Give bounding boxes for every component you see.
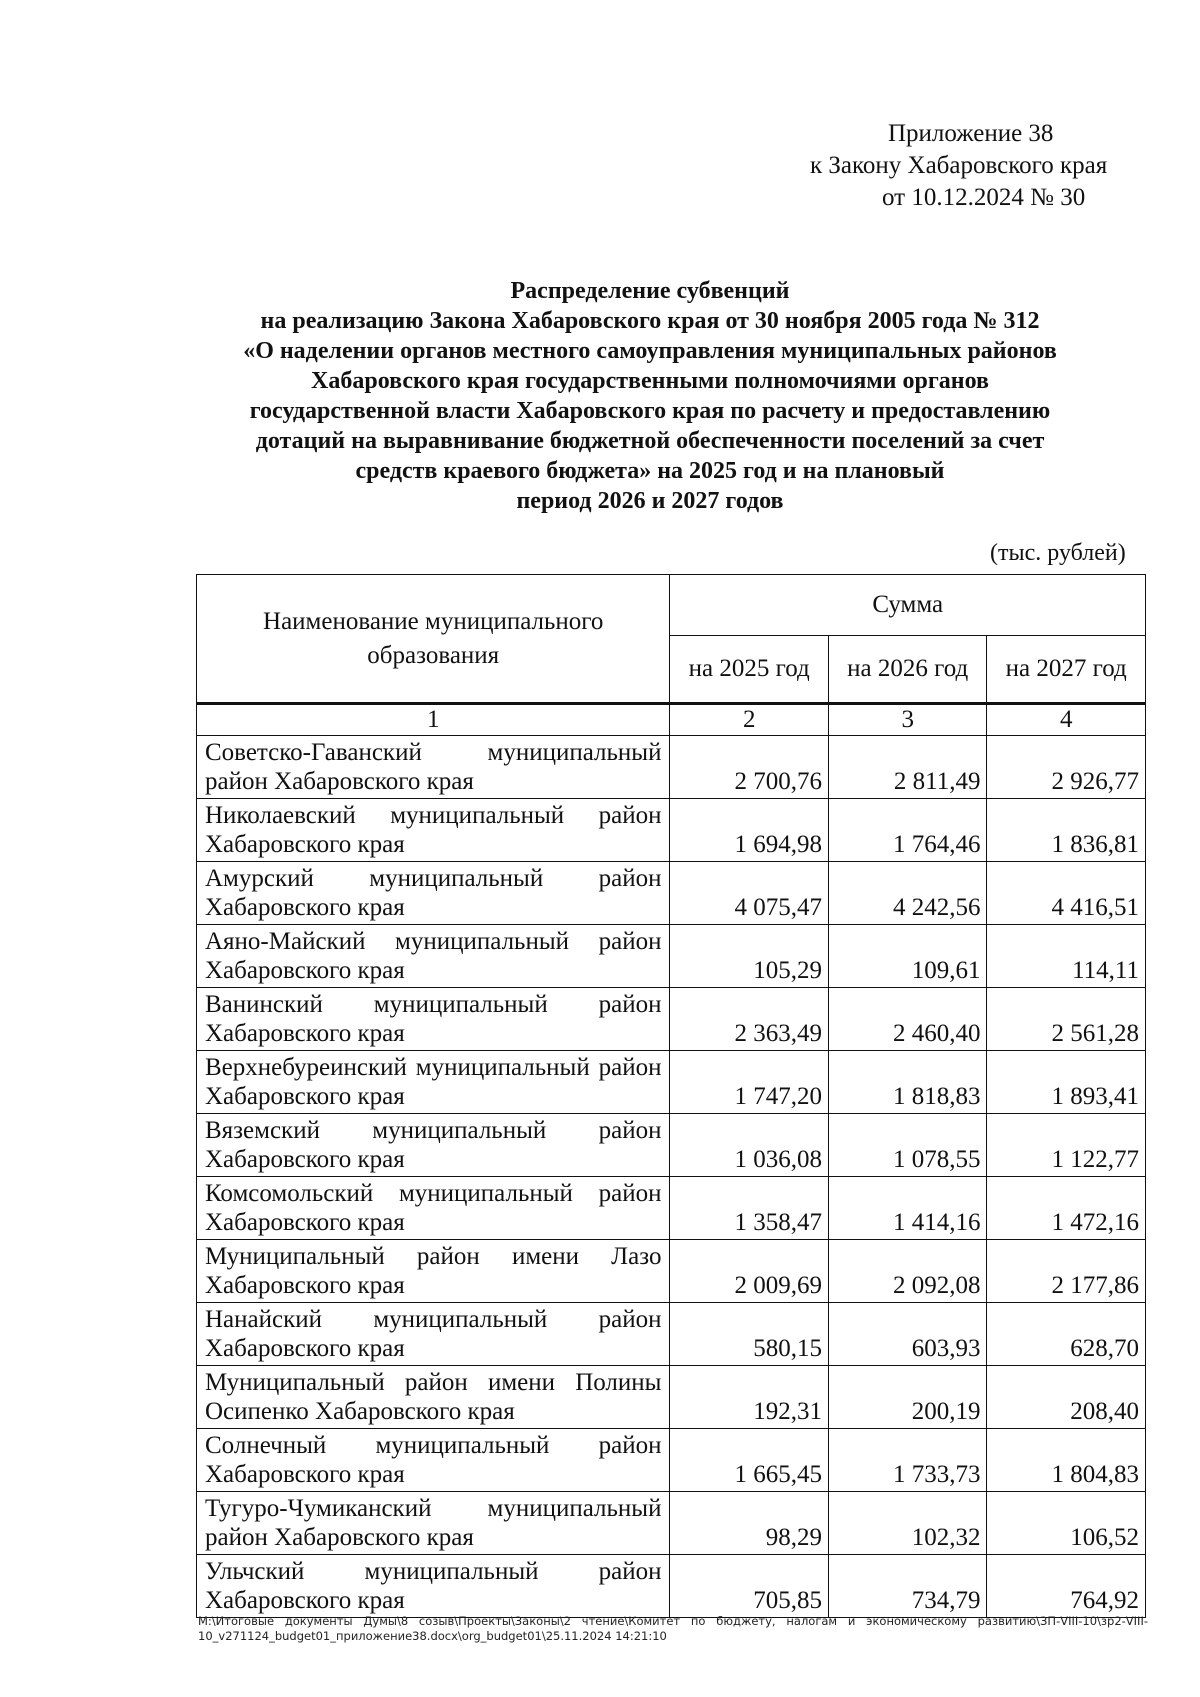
value-2026: 109,61 bbox=[828, 925, 987, 988]
municipality-name: Вяземский муниципальный район Хабаровского края bbox=[197, 1114, 670, 1177]
value-2026: 4 242,56 bbox=[828, 862, 987, 925]
value-2025: 2 009,69 bbox=[670, 1240, 829, 1303]
municipality-name: Ульчский муниципальный район Хабаровского края bbox=[197, 1555, 670, 1618]
value-2025: 2 700,76 bbox=[670, 736, 829, 799]
title-line: Хабаровского края государственными полномочиями органов bbox=[311, 368, 989, 394]
value-2027: 4 416,51 bbox=[987, 862, 1146, 925]
value-2025: 98,29 bbox=[670, 1492, 829, 1555]
value-2027: 1 472,16 bbox=[987, 1177, 1146, 1240]
value-2027: 2 177,86 bbox=[987, 1240, 1146, 1303]
table-row bbox=[197, 1114, 1146, 1177]
value-2025: 1 694,98 bbox=[670, 799, 829, 862]
table-row bbox=[197, 862, 1146, 925]
value-2025: 105,29 bbox=[670, 925, 829, 988]
value-2027: 628,70 bbox=[987, 1303, 1146, 1366]
table-row bbox=[197, 1366, 1146, 1429]
appendix-law-date: от 10.12.2024 № 30 bbox=[882, 184, 1086, 211]
title-line: Распределение субвенций bbox=[510, 278, 790, 304]
column-header-2025: на 2025 год bbox=[670, 636, 829, 704]
table-row bbox=[197, 799, 1146, 862]
table-row bbox=[197, 1429, 1146, 1492]
column-number: 2 bbox=[670, 704, 829, 736]
file-path-footer: М:\Итоговые документы Думы\8 созыв\Проекты\Законы\2 чтение\Комитет по бюджету, налогам и экономическому развитию\ЗП-VIII-10\зр2-VIII-10_v271124_budget01_приложение38.docx\org_budget01\25.11.2024 14:21:10 bbox=[198, 1614, 1148, 1643]
value-2026: 603,93 bbox=[828, 1303, 987, 1366]
municipality-name: Тугуро-Чумиканский муниципальный район Хабаровского края bbox=[197, 1492, 670, 1555]
value-2025: 192,31 bbox=[670, 1366, 829, 1429]
municipality-name: Аяно-Майский муниципальный район Хабаровского края bbox=[197, 925, 670, 988]
municipality-name: Комсомольский муниципальный район Хабаровского края bbox=[197, 1177, 670, 1240]
municipality-name: Муниципальный район имени Полины Осипенко Хабаровского края bbox=[197, 1366, 670, 1429]
title-line: «О наделении органов местного самоуправления муниципальных районов bbox=[243, 338, 1057, 364]
table-row bbox=[197, 736, 1146, 799]
value-2025: 4 075,47 bbox=[670, 862, 829, 925]
table-row bbox=[197, 1240, 1146, 1303]
value-2027: 106,52 bbox=[987, 1492, 1146, 1555]
column-header-sum: Сумма bbox=[670, 575, 1146, 636]
value-2026: 1 818,83 bbox=[828, 1051, 987, 1114]
value-2027: 208,40 bbox=[987, 1366, 1146, 1429]
municipality-name: Николаевский муниципальный район Хабаровского края bbox=[197, 799, 670, 862]
value-2025: 705,85 bbox=[670, 1555, 829, 1618]
municipality-name: Нанайский муниципальный район Хабаровского края bbox=[197, 1303, 670, 1366]
column-header-2027: на 2027 год bbox=[987, 636, 1146, 704]
table-row bbox=[197, 988, 1146, 1051]
column-header-name: Наименование муниципального образования bbox=[197, 575, 670, 704]
title-line: период 2026 и 2027 годов bbox=[516, 488, 784, 514]
value-2027: 764,92 bbox=[987, 1555, 1146, 1618]
table-row bbox=[197, 1555, 1146, 1618]
value-2026: 102,32 bbox=[828, 1492, 987, 1555]
value-2025: 1 747,20 bbox=[670, 1051, 829, 1114]
value-2027: 114,11 bbox=[987, 925, 1146, 988]
value-2025: 1 665,45 bbox=[670, 1429, 829, 1492]
municipality-name: Советско-Гаванский муниципальный район Хабаровского края bbox=[197, 736, 670, 799]
table-row bbox=[197, 1177, 1146, 1240]
column-number: 1 bbox=[197, 704, 670, 736]
value-2027: 2 561,28 bbox=[987, 988, 1146, 1051]
units-label: (тыс. рублей) bbox=[990, 540, 1126, 566]
value-2026: 2 092,08 bbox=[828, 1240, 987, 1303]
municipality-name: Солнечный муниципальный район Хабаровского края bbox=[197, 1429, 670, 1492]
table-row bbox=[197, 1492, 1146, 1555]
appendix-law-ref: к Закону Хабаровского края bbox=[810, 152, 1108, 179]
municipality-name: Ванинский муниципальный район Хабаровского края bbox=[197, 988, 670, 1051]
value-2025: 2 363,49 bbox=[670, 988, 829, 1051]
value-2027: 1 893,41 bbox=[987, 1051, 1146, 1114]
value-2027: 1 836,81 bbox=[987, 799, 1146, 862]
value-2025: 1 036,08 bbox=[670, 1114, 829, 1177]
title-line: государственной власти Хабаровского края по расчету и предоставлению bbox=[249, 398, 1051, 424]
table-row bbox=[197, 1303, 1146, 1366]
column-number: 4 bbox=[987, 704, 1146, 736]
document-title bbox=[180, 276, 1120, 516]
value-2026: 734,79 bbox=[828, 1555, 987, 1618]
appendix-header bbox=[810, 118, 1150, 214]
value-2027: 1 122,77 bbox=[987, 1114, 1146, 1177]
table-row bbox=[197, 925, 1146, 988]
value-2026: 1 078,55 bbox=[828, 1114, 987, 1177]
value-2026: 1 414,16 bbox=[828, 1177, 987, 1240]
value-2025: 580,15 bbox=[670, 1303, 829, 1366]
municipality-name: Верхнебуреинский муниципальный район Хабаровского края bbox=[197, 1051, 670, 1114]
municipality-name: Амурский муниципальный район Хабаровского края bbox=[197, 862, 670, 925]
appendix-number: Приложение 38 bbox=[888, 120, 1054, 147]
value-2026: 1 764,46 bbox=[828, 799, 987, 862]
value-2027: 1 804,83 bbox=[987, 1429, 1146, 1492]
value-2026: 1 733,73 bbox=[828, 1429, 987, 1492]
value-2025: 1 358,47 bbox=[670, 1177, 829, 1240]
value-2026: 200,19 bbox=[828, 1366, 987, 1429]
title-line: дотаций на выравнивание бюджетной обеспеченности поселений за счет bbox=[255, 428, 1045, 454]
table-row bbox=[197, 1051, 1146, 1114]
value-2026: 2 460,40 bbox=[828, 988, 987, 1051]
value-2027: 2 926,77 bbox=[987, 736, 1146, 799]
title-line: средств краевого бюджета» на 2025 год и на плановый bbox=[355, 458, 945, 484]
column-header-2026: на 2026 год bbox=[828, 636, 987, 704]
title-line: на реализацию Закона Хабаровского края от 30 ноября 2005 года № 312 bbox=[260, 308, 1040, 334]
municipality-name: Муниципальный район имени Лазо Хабаровского края bbox=[197, 1240, 670, 1303]
value-2026: 2 811,49 bbox=[828, 736, 987, 799]
subventions-table bbox=[196, 574, 1146, 1618]
column-numbers-row bbox=[197, 704, 1146, 736]
column-number: 3 bbox=[828, 704, 987, 736]
